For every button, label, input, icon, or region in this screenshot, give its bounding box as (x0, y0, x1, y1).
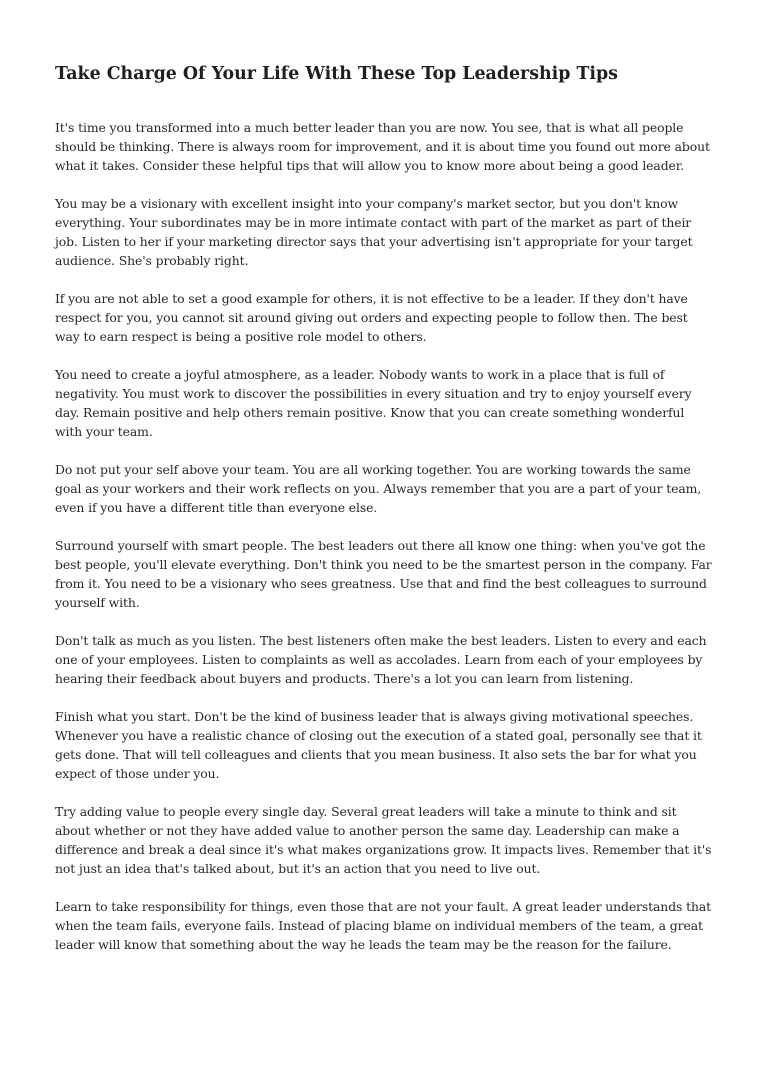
paragraph-6: Surround yourself with smart people. The best leaders out there all know one thing: when you've got the best people, you'll elevate everything. Don't think you need to be the smartest person in the company. Far from it. You need to be a visionary who sees greatness. Use that and find the best colleagues to surround yourself with. (55, 538, 712, 610)
paragraph-7: Don't talk as much as you listen. The best listeners often make the best leaders. Listen to every and each one of your employees. Listen to complaints as well as accolades. Learn from each of your employees by hearing their feedback about buyers and products. There's a lot you can learn from listening. (55, 633, 707, 686)
paragraph-3: If you are not able to set a good example for others, it is not effective to be a leader. If they don't have respect for you, you cannot sit around giving out orders and expecting people to follow then. The best way to earn respect is being a positive role model to others. (55, 291, 688, 344)
paragraph-2: You may be a visionary with excellent insight into your company's market sector, but you don't know everything. Your subordinates may be in more intimate contact with part of the market as part of their job. Listen to her if your marketing director says that your advertising isn't appropriate for your target audience. She's probably right. (55, 196, 693, 268)
document-body (55, 118, 715, 954)
document-page (55, 0, 715, 973)
paragraph-8: Finish what you start. Don't be the kind of business leader that is always giving motivational speeches. Whenever you have a realistic chance of closing out the execution of a stated goal, personally see that it gets done. That will tell colleagues and clients that you mean business. It also sets the bar for what you expect of those under you. (55, 709, 702, 781)
paragraph-9: Try adding value to people every single day. Several great leaders will take a minute to think and sit about whether or not they have added value to another person the same day. Leadership can make a difference and break a deal since it's what makes organizations grow. It impacts lives. Remember that it's not just an idea that's talked about, but it's an action that you need to live out. (55, 804, 712, 876)
document-title: Take Charge Of Your Life With These Top Leadership Tips (55, 64, 618, 84)
paragraph-10: Learn to take responsibility for things, even those that are not your fault. A great leader understands that when the team fails, everyone fails. Instead of placing blame on individual members of the team, a great leader will know that something about the way he leads the team may be the reason for the failure. (55, 899, 712, 952)
paragraph-1: It's time you transformed into a much better leader than you are now. You see, that is what all people should be thinking. There is always room for improvement, and it is about time you found out more about what it takes. Consider these helpful tips that will allow you to know more about being a good leader. (55, 120, 710, 173)
paragraph-5: Do not put your self above your team. You are all working together. You are working towards the same goal as your workers and their work reflects on you. Always remember that you are a part of your team, even if you have a different title than everyone else. (55, 462, 702, 515)
paragraph-4: You need to create a joyful atmosphere, as a leader. Nobody wants to work in a place that is full of negativity. You must work to discover the possibilities in every situation and try to enjoy yourself every day. Remain positive and help others remain positive. Know that you can create something wonderful with your team. (55, 367, 692, 439)
